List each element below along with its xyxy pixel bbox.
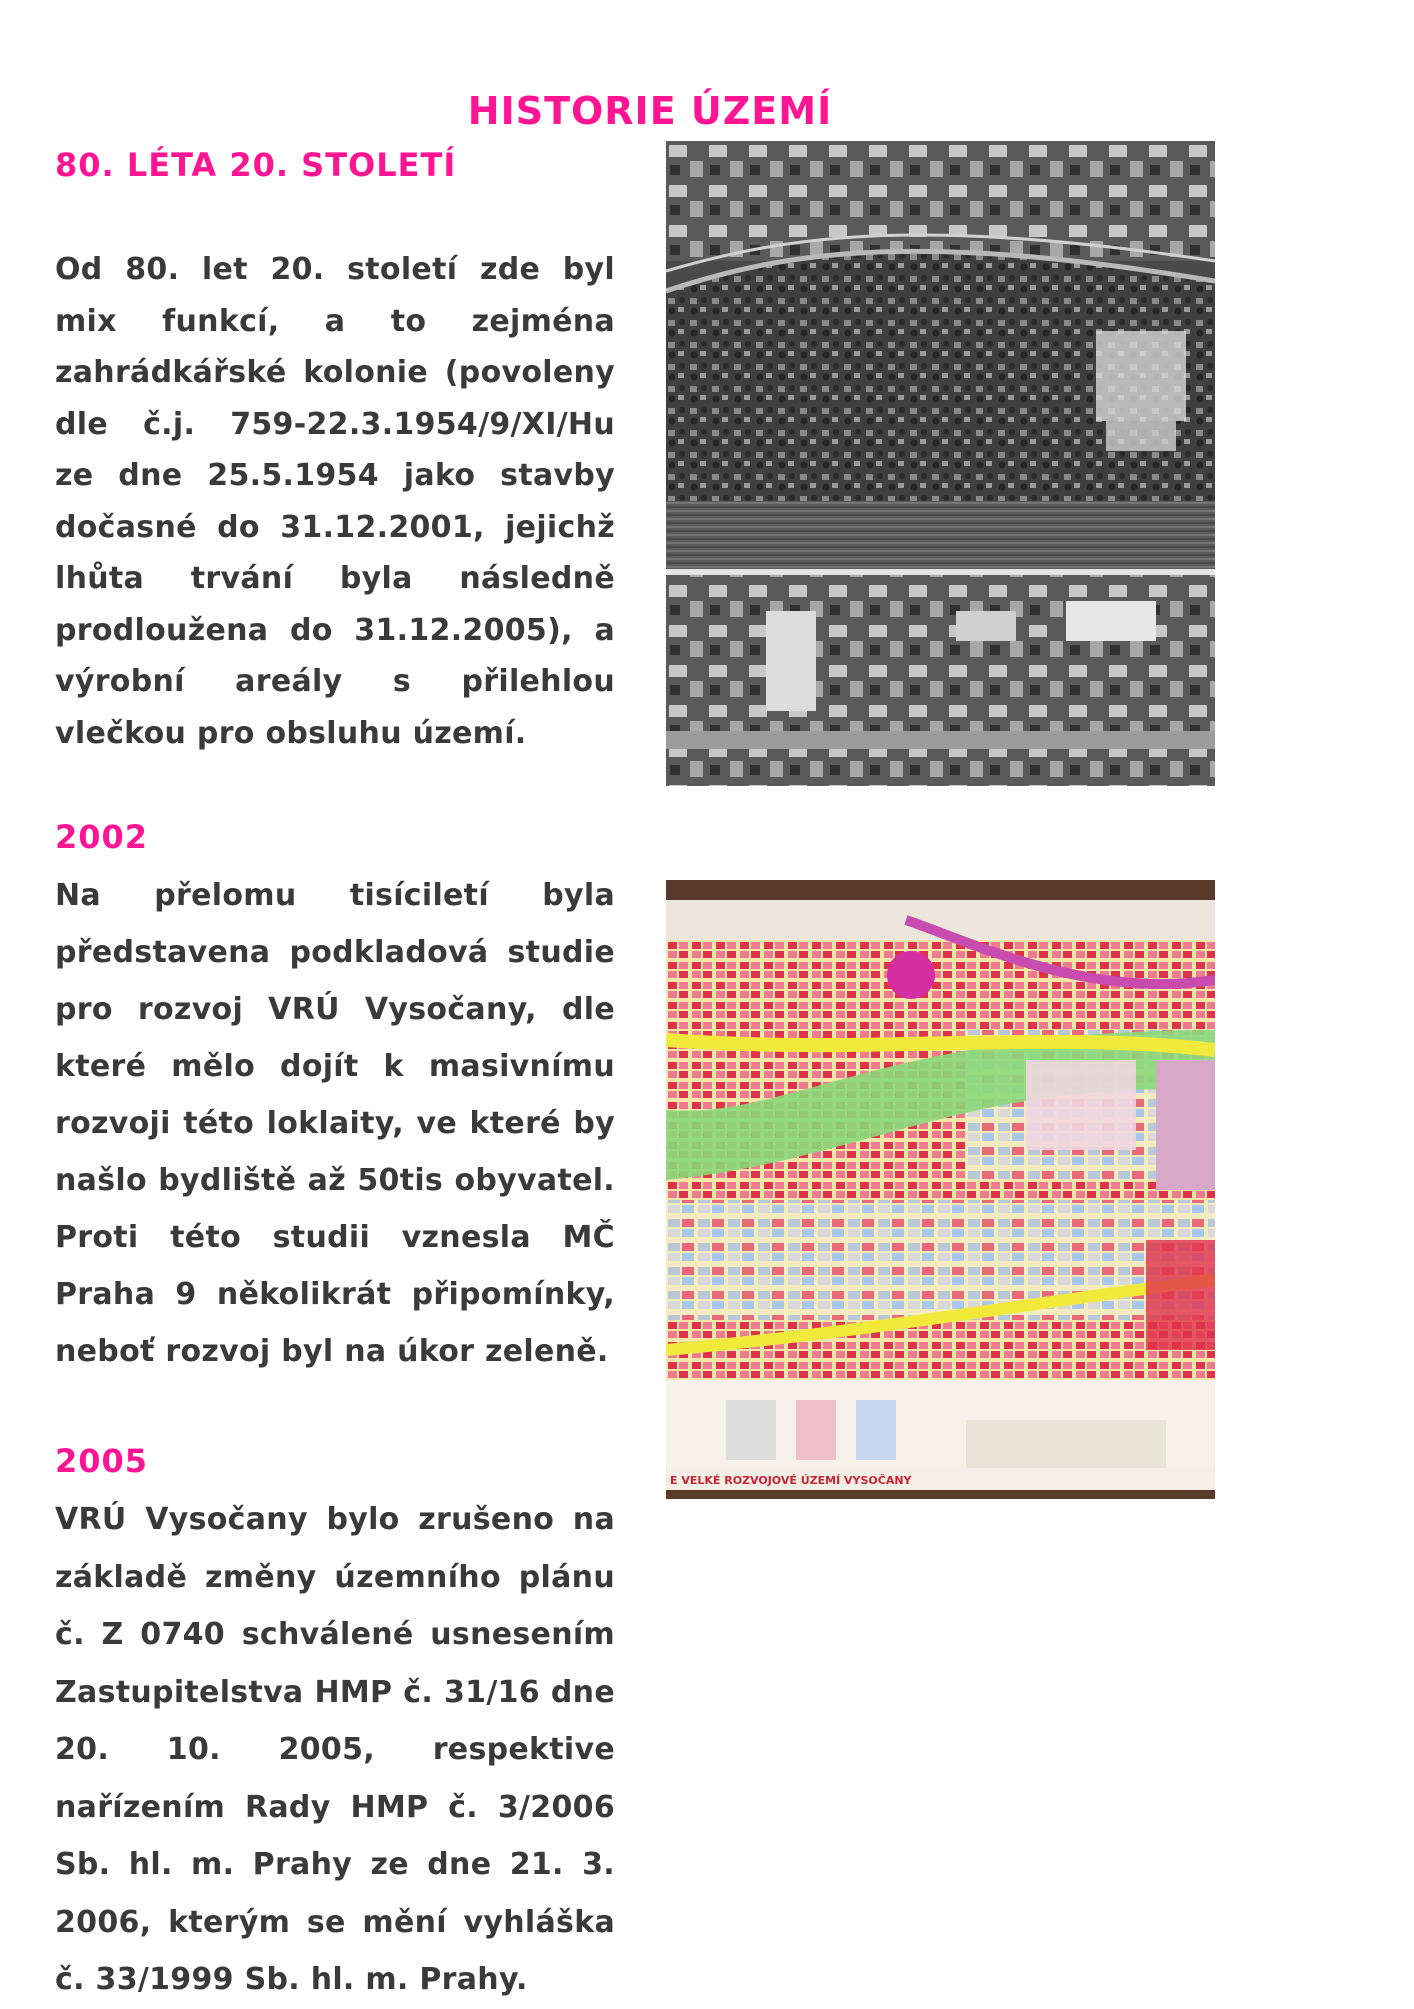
section-heading-2005: 2005 (55, 1442, 149, 1480)
section-text-2002: Na přelomu tisíciletí byla představena podkladová studie pro rozvoj VRÚ Vysočany, dle které mělo dojít k masivnímu rozvoji této loklaity, ve které by našlo bydliště až 50tis obyvatel. Proti této studii vznesla MČ Praha 9 několikrát připomínky, neboť rozvoj byl na úkor zeleně. (55, 878, 615, 1369)
urban-plan-photo (666, 880, 1215, 1499)
aerial-photo (666, 141, 1215, 786)
section-text-2005: VRÚ Vysočany bylo zrušeno na základě změny územního plánu č. Z 0740 schválené usnesením Zastupitelstva HMP č. 31/16 dne 20. 10. 2005, respektive nařízením Rady HMP č. 3/2006 Sb. hl. m. Prahy ze dne 21. 3. 2006, kterým se mění vyhláška č. 33/1999 Sb. hl. m. Prahy. (55, 1502, 615, 1997)
page-title: HISTORIE ÚZEMÍ (467, 89, 833, 134)
plan-caption: E VELKÉ ROZVOJOVÉ ÚZEMÍ VYSOČANY (670, 1474, 912, 1487)
section-text-80s: Od 80. let 20. století zde byl mix funkcí, a to zejména zahrádkářské kolonie (povoleny dle č.j. 759-22.3.1954/9/XI/Hu ze dne 25.5.1954 jako stavby dočasné do 31.12.2001, jejichž lhůta trvání byla následně prodloužena do 31.12.2005), a výrobní areály s přilehlou vlečkou pro obsluhu území. (55, 252, 615, 751)
section-heading-2002: 2002 (55, 818, 149, 856)
section-heading-80s: 80. LÉTA 20. STOLETÍ (55, 146, 457, 184)
